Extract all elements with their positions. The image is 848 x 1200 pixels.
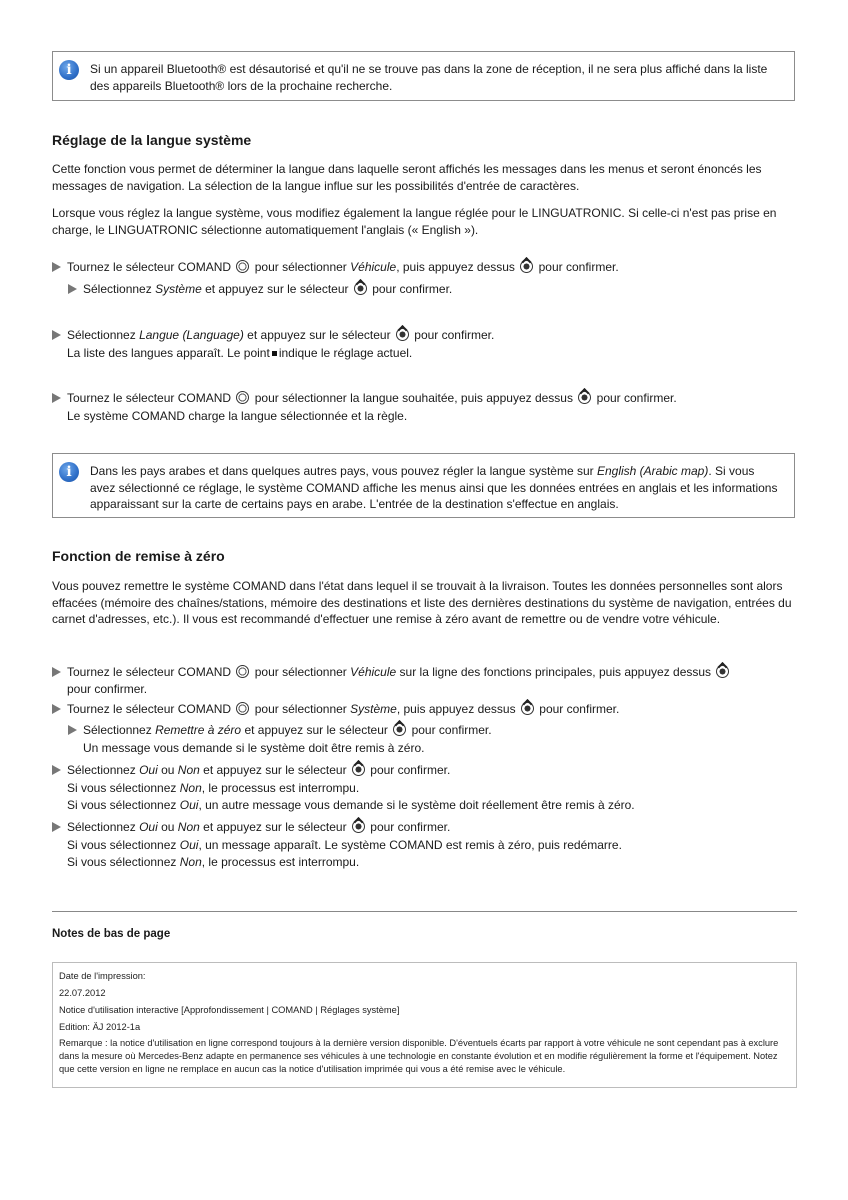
edition: Edition: ÄJ 2012-1a [59, 1022, 141, 1032]
triangle-bullet-icon [52, 262, 61, 272]
menu-term: Véhicule [350, 260, 397, 274]
menu-term: Non [179, 780, 202, 795]
comand-knob-turn-icon [236, 665, 249, 678]
footnotes-divider [52, 911, 797, 912]
step-text: sur la ligne des fonctions principales, puis appuyez dessus [399, 665, 712, 679]
menu-term: Oui [139, 820, 158, 834]
menu-term: Non [179, 855, 202, 869]
info-note-bluetooth [52, 51, 795, 101]
step-text: , puis appuyez dessus [396, 702, 516, 716]
triangle-bullet-icon [52, 393, 61, 403]
step-reset-select-systeme [52, 701, 797, 718]
step-text: Un message vous demande si le système doit être remis à zéro. [83, 740, 425, 755]
comand-knob-press-icon [519, 259, 534, 274]
step-reset-oui-non-second [52, 819, 797, 871]
step-text: Sélectionnez [67, 763, 136, 777]
menu-term: Oui [139, 763, 158, 777]
step-text: , un autre message vous demande si le système doit réellement être remis à zéro. [198, 798, 635, 812]
comand-knob-press-icon [715, 664, 730, 679]
menu-term: English (Arabic map) [596, 464, 709, 478]
triangle-bullet-icon [52, 765, 61, 775]
step-text: pour confirmer. [539, 702, 620, 716]
step-text: , le processus est interrompu. [201, 855, 360, 869]
step-text: La liste des langues apparaît. Le point [67, 345, 270, 360]
step-select-language [52, 327, 797, 361]
step-text: ou [161, 820, 175, 834]
footnotes-box [52, 962, 797, 1088]
step-text: , le processus est interrompu. [201, 780, 360, 795]
step-text: pour sélectionner [254, 260, 347, 274]
comand-knob-turn-icon [236, 391, 249, 404]
step-text: Tournez le sélecteur COMAND [67, 702, 232, 716]
info-icon: i [59, 60, 79, 80]
step-text: , puis appuyez dessus [396, 260, 515, 274]
comand-knob-turn-icon [236, 702, 249, 715]
step-text: et appuyez sur le sélecteur [244, 723, 388, 737]
step-text: pour sélectionner [254, 665, 347, 679]
step-text: pour confirmer. [538, 260, 619, 274]
triangle-bullet-icon [68, 284, 77, 294]
linguatronic-paragraph: Lorsque vous réglez la langue système, vous modifiez également la langue réglée pour le LINGUATRONIC. Si celle-ci n'est pas prise en charge, le LINGUATRONIC sélectionne automatiquement l'anglais (« English »). [52, 206, 777, 237]
step-text: Tournez le sélecteur COMAND [67, 665, 232, 679]
step-text: Le système COMAND charge la langue sélectionnée et la règle. [67, 408, 408, 423]
step-text: et appuyez sur le sélecteur [203, 763, 347, 777]
step-reset-oui-non-first [52, 762, 797, 814]
step-text: pour confirmer. [414, 328, 495, 342]
step-text: pour confirmer. [370, 820, 451, 834]
document-reference: Notice d'utilisation interactive [Approfondissement | COMAND | Réglages système] [59, 1005, 400, 1015]
step-text: Si vous sélectionnez [67, 780, 177, 795]
remark-text: Remarque : la notice d'utilisation en ligne correspond toujours à la dernière version disponible. D'éventuels écarts par rapport à votre véhicule ne sont cependant pas à exclure dans la mesure où Mercedes-Benz adapte en permanence ses véhicules à une technologie en constante évolution et en modifie régulièrement la forme et l'équipement. Notez que cette version en ligne ne remplace en aucun cas la notice d'utilisation imprimée qui vous a été remise avec le véhicule. [59, 1038, 779, 1074]
triangle-bullet-icon [52, 822, 61, 832]
comand-knob-press-icon [353, 281, 368, 296]
section-heading-reset: Fonction de remise à zéro [52, 548, 225, 564]
info-icon: i [59, 462, 79, 482]
step-text: pour confirmer. [596, 391, 677, 405]
step-turn-select-language [52, 390, 797, 424]
section-heading-language: Réglage de la langue système [52, 132, 252, 148]
comand-knob-press-icon [392, 722, 407, 737]
step-text: pour confirmer. [67, 681, 148, 696]
info-note-text: Si un appareil Bluetooth® est désautorisé et qu'il ne se trouve pas dans la zone de réception, il ne sera plus affiché dans la liste des appareils Bluetooth® lors de la prochaine recherche. [90, 62, 768, 93]
comand-knob-press-icon [520, 701, 535, 716]
menu-term: Oui [179, 837, 199, 852]
step-text: , un message apparaît. Le système COMAND est remis à zéro, puis redémarre. [198, 837, 622, 852]
step-text: Si vous sélectionnez [67, 798, 177, 812]
menu-term: Véhicule [350, 665, 397, 679]
step-text: pour confirmer. [370, 763, 451, 777]
step-text: indique le réglage actuel. [278, 345, 413, 360]
comand-knob-press-icon [351, 819, 366, 834]
current-setting-dot-icon [272, 351, 277, 356]
menu-term: Non [177, 820, 200, 834]
triangle-bullet-icon [52, 667, 61, 677]
step-text: et appuyez sur le sélecteur [203, 820, 347, 834]
step-text: pour confirmer. [372, 282, 453, 296]
comand-knob-press-icon [395, 327, 410, 342]
triangle-bullet-icon [52, 704, 61, 714]
step-text: Sélectionnez [67, 328, 136, 342]
print-date-value: 22.07.2012 [59, 988, 106, 998]
step-text: pour sélectionner la langue souhaitée, puis appuyez dessus [254, 391, 573, 405]
menu-term: Oui [179, 798, 199, 812]
step-reset-select-vehicle [52, 664, 797, 697]
step-text: Si vous sélectionnez [67, 855, 177, 869]
step-text: Tournez le sélecteur COMAND [67, 391, 232, 405]
step-text: Sélectionnez [83, 723, 152, 737]
triangle-bullet-icon [68, 725, 77, 735]
menu-term: Langue (Language) [139, 328, 244, 342]
menu-term: Non [177, 763, 200, 777]
step-text: Sélectionnez [83, 282, 152, 296]
info-note-text: Dans les pays arabes et dans quelques autres pays, vous pouvez régler la langue système sur English (Arabic map). Si vous avez sélectionné ce réglage, le système COMAND affiche les menus ainsi que les données entrées en anglais et les informations apparaissant sur la carte de certains pays en arabe. L'entrée de la destination s'effectue en anglais. [90, 464, 778, 511]
reset-intro-paragraph: Vous pouvez remettre le système COMAND dans l'état dans lequel il se trouvait à la livraison. Toutes les données personnelles sont alors effacées (mémoire des chaînes/stations, mémoire des destinations et liste des dernières destinations du système de navigation, entrées du carnet d'adresses, etc.). Il vous est recommandé d'effectuer une remise à zéro avant de remettre ou de vendre votre véhicule. [52, 579, 792, 626]
step-text: pour sélectionner [254, 702, 347, 716]
step-text: et appuyez sur le sélecteur [247, 328, 391, 342]
menu-term: Système [155, 282, 202, 296]
comand-knob-turn-icon [236, 260, 249, 273]
step-text: Tournez le sélecteur COMAND [67, 260, 232, 274]
step-text: Sélectionnez [67, 820, 136, 834]
language-intro-paragraph: Cette fonction vous permet de déterminer la langue dans laquelle seront affichés les messages dans les menus et seront énoncés les messages de navigation. La sélection de la langue influe sur les possibilités d'entrée de caractères. [52, 162, 762, 193]
menu-term: Remettre à zéro [155, 723, 242, 737]
info-note-arabic [52, 453, 795, 518]
comand-knob-press-icon [351, 762, 366, 777]
step-text: pour confirmer. [411, 723, 492, 737]
print-date-label: Date de l'impression: [59, 971, 146, 981]
step-turn-select-vehicle [52, 259, 797, 276]
substep-select-systeme [68, 281, 797, 298]
footnotes-heading: Notes de bas de page [52, 928, 171, 940]
triangle-bullet-icon [52, 330, 61, 340]
comand-knob-press-icon [577, 390, 592, 405]
step-text: et appuyez sur le sélecteur [205, 282, 349, 296]
substep-remettre-a-zero [68, 722, 797, 756]
menu-term: Système [350, 702, 397, 716]
step-text: ou [161, 763, 175, 777]
step-text: Si vous sélectionnez [67, 837, 177, 852]
